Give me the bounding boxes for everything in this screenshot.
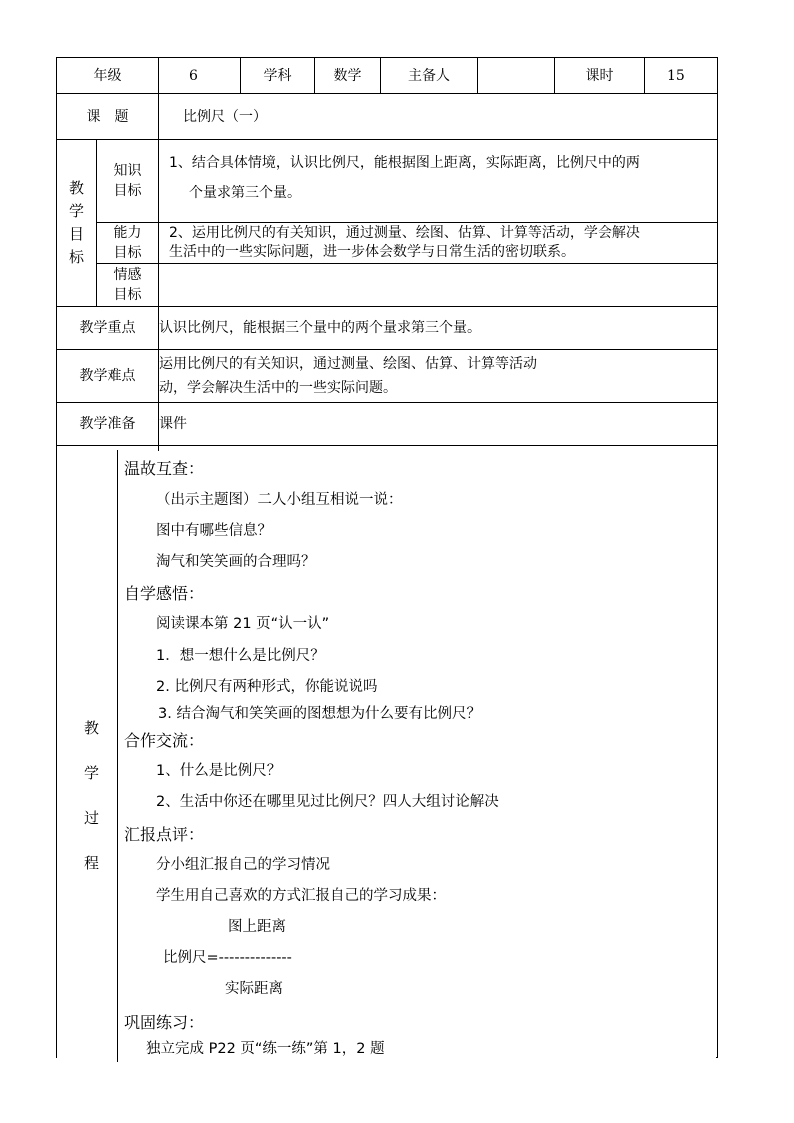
header-row — [57, 58, 718, 94]
preparer-value — [478, 58, 555, 94]
emotion-goal-label — [97, 264, 159, 307]
process-label — [84, 706, 99, 886]
difficulty-row — [57, 350, 718, 403]
preparation-value: 课件 — [159, 403, 718, 446]
emotion-goal-label-line2: 目标 — [113, 287, 142, 303]
self-item-3: 2. 比例尺有两种形式，你能说说吗 — [156, 679, 378, 695]
ability-goal-label — [97, 223, 159, 264]
goals-emotion-row — [57, 264, 718, 307]
emotion-goal-label-line1: 情感 — [113, 267, 142, 283]
knowledge-goal-text — [159, 140, 718, 223]
difficulty-line2: 动，学会解决生活中的一些实际问题。 — [159, 380, 397, 396]
preparation-row — [57, 403, 718, 446]
knowledge-goal-label — [97, 140, 159, 223]
difficulty-line1: 运用比例尺的有关知识，通过测量、绘图、估算、计算等活动 — [159, 356, 537, 372]
grade-value: 6 — [159, 58, 241, 94]
difficulty-label: 教学难点 — [57, 350, 159, 403]
goals-label-char-3: 目 — [68, 225, 84, 243]
formula-denominator: 实际距离 — [225, 981, 283, 997]
ability-goal-line2: 生活中的一些实际问题，进一步体会数学与日常生活的密切联系。 — [169, 244, 575, 260]
self-item-4: 3. 结合淘气和笑笑画的图想想为什么要有比例尺？ — [158, 706, 481, 722]
period-label: 课时 — [555, 58, 645, 94]
period-value: 15 — [645, 58, 718, 94]
goals-label-char-4: 标 — [68, 248, 84, 266]
coop-item-1: 1、什么是比例尺？ — [156, 763, 282, 779]
practice-heading: 巩固练习： — [124, 1013, 205, 1032]
self-item-2: 1．想一想什么是比例尺？ — [156, 648, 325, 664]
self-heading: 自学感悟： — [124, 584, 205, 603]
practice-item-1: 独立完成 P22 页“练一练”第 1，2 题 — [146, 1041, 385, 1057]
ability-goal-line1: 2、运用比例尺的有关知识，通过测量、绘图、估算、计算等活动，学会解决 — [169, 225, 640, 241]
knowledge-goal-line1: 1、结合具体情境，认识比例尺，能根据图上距离，实际距离，比例尺中的两 — [169, 155, 640, 171]
goals-knowledge-row — [57, 140, 718, 223]
goals-label — [57, 140, 97, 307]
report-item-1: 分小组汇报自己的学习情况 — [156, 857, 330, 873]
formula-main: 比例尺=-------------- — [163, 950, 292, 966]
process-label-char-2b: 学 — [84, 764, 100, 782]
emotion-goal-text — [159, 264, 718, 307]
knowledge-goal-label-line1: 知识 — [113, 163, 142, 179]
knowledge-goal-label-line2: 目标 — [113, 183, 142, 199]
process-label-char-3b: 过 — [84, 809, 100, 827]
report-heading: 汇报点评： — [124, 825, 205, 844]
ability-goal-label-line2: 目标 — [113, 245, 142, 261]
ability-goal-label-line1: 能力 — [113, 225, 142, 241]
goals-label-char-2: 学 — [68, 202, 84, 220]
knowledge-goal-line2: 个量求第三个量。 — [189, 185, 301, 201]
topic-value: 比例尺（一） — [159, 94, 718, 140]
topic-row — [57, 94, 718, 140]
process-label-char-1b: 教 — [84, 719, 100, 737]
ability-goal-text — [159, 223, 718, 264]
self-item-1: 阅读课本第 21 页“认一认” — [156, 616, 330, 632]
review-item-2: 图中有哪些信息？ — [156, 523, 272, 539]
topic-label: 课 题 — [57, 94, 159, 140]
review-item-3: 淘气和笑笑画的合理吗？ — [156, 554, 316, 570]
coop-heading: 合作交流： — [124, 731, 205, 750]
process-right-cover — [118, 451, 716, 1061]
goals-ability-row — [57, 223, 718, 264]
preparer-label: 主备人 — [381, 58, 478, 94]
formula-numerator: 图上距离 — [228, 919, 286, 935]
key-point-label: 教学重点 — [57, 307, 159, 350]
coop-item-2: 2、生活中你还在哪里见过比例尺？四人大组讨论解决 — [156, 794, 499, 810]
review-heading: 温故互查： — [124, 459, 205, 478]
goals-label-char-1: 教 — [68, 179, 84, 197]
process-label-char-4b: 程 — [84, 854, 100, 872]
key-point-row — [57, 307, 718, 350]
report-item-2: 学生用自己喜欢的方式汇报自己的学习成果： — [156, 888, 446, 904]
subject-value: 数学 — [315, 58, 381, 94]
key-point-value: 认识比例尺，能根据三个量中的两个量求第三个量。 — [159, 307, 718, 350]
difficulty-value — [159, 350, 718, 403]
preparation-label: 教学准备 — [57, 403, 159, 446]
subject-label: 学科 — [241, 58, 315, 94]
review-item-1: （出示主题图）二人小组互相说一说： — [156, 492, 403, 508]
grade-label: 年级 — [57, 58, 159, 94]
